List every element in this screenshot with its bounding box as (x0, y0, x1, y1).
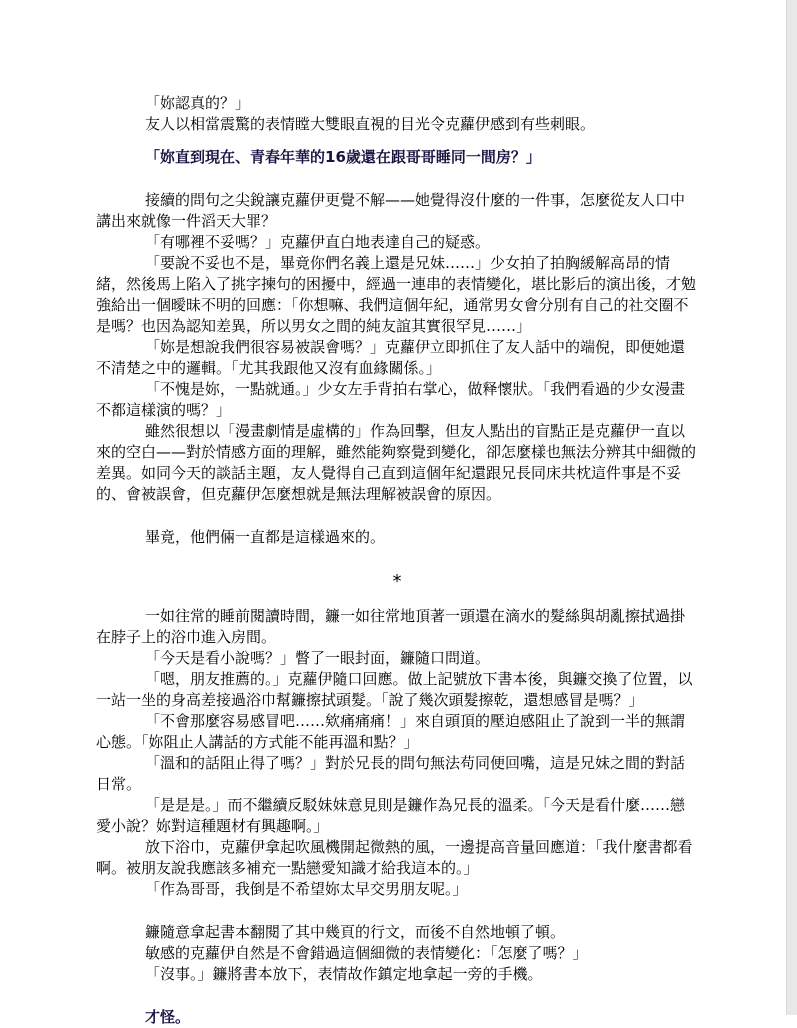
spacer (96, 594, 696, 606)
spacer (96, 505, 696, 527)
paragraph: 「不愧是妳，一點就通。」少女左手背拍右掌心，做释懷狀。「我們看過的少女漫畫不都這樣演的嗎？」 (96, 380, 686, 419)
paragraph: 「作為哥哥，我倒是不希望妳太早交男朋友呢。」 (145, 880, 468, 898)
document-body (96, 93, 696, 1028)
paragraph: 「溫和的話阻止得了嗎？」對於兄長的問句無法苟同便回嘴，這是兄妹之間的對話日常。 (96, 754, 686, 793)
paragraph: 「要說不妥也不是，畢竟你們名義上還是兄妹……」少女拍了拍胸緩解高昂的情緒，然後馬上陷入了挑字揀句的困擾中，經過一連串的表情變化，堪比影后的演出後，才勉強給出一個曖昧不明的回應：「你想嘛、我們這個年紀，通常男女會分別有自己的社交圈不是嗎？也因為認知差異，所以男女之間的純友誼其實很罕見……」 (96, 254, 697, 335)
spacer (96, 900, 696, 922)
section-break: * (392, 571, 402, 592)
paragraph: 「妳認真的？」 (145, 94, 251, 112)
paragraph: 敏感的克蘿伊自然是不會錯過這個細微的表情變化：「怎麼了嗎？」 (145, 944, 588, 962)
spacer (96, 135, 696, 147)
paragraph: 「是是是。」而不繼續反駁妹妹意見則是鐮作為兄長的溫柔。「今天是看什麼……戀愛小說？妳對這種題材有興趣啊。」 (96, 796, 686, 835)
paragraph: 「嗯，朋友推薦的。」克蘿伊隨口回應。做上記號放下書本後，與鐮交換了位置，以一站一坐的身高差接過浴巾幫鐮擦拭頭髮。「說了幾次頭髮擦乾，還想感冒是嗎？」 (96, 670, 693, 709)
paragraph: 「妳是想說我們很容易被誤會嗎？」克蘿伊立即抓住了友人話中的端倪，即便她還不清楚之中的邏輯。「尤其我跟他又沒有血緣關係。」 (96, 338, 686, 377)
paragraph: 友人以相當震驚的表情瞠大雙眼直視的目光令克蘿伊感到有些刺眼。 (145, 115, 596, 133)
spacer (96, 548, 696, 570)
emphasized-paragraph: 才怪。 (145, 1008, 191, 1026)
paragraph: 接續的問句之尖銳讓克蘿伊更覺不解——她覺得沒什麼的一件事，怎麼從友人口中講出來就像一件滔天大罪？ (96, 191, 686, 230)
paragraph: 一如往常的睡前閱讀時間，鐮一如往常地頂著一頭還在滴水的髮絲與胡亂擦拭過掛在脖子上的浴巾進入房間。 (96, 607, 686, 646)
paragraph: 畢竟，他們倆一直都是這樣過來的。 (145, 528, 386, 546)
paragraph: 「今天是看小說嗎？」瞥了一眼封面，鐮隨口問道。 (145, 649, 491, 667)
emphasized-paragraph: 「妳直到現在、青春年華的16歲還在跟哥哥睡同一間房？」 (145, 148, 541, 166)
spacer (96, 985, 696, 1007)
paragraph: 「沒事。」鐮將書本放下，表情故作鎮定地拿起一旁的手機。 (145, 965, 543, 983)
paragraph: 「有哪裡不妥嗎？」克蘿伊直白地表達自己的疑惑。 (145, 233, 491, 251)
window-edge (786, 0, 797, 1015)
paragraph: 雖然很想以「漫畫劇情是虛構的」作為回擊，但友人點出的盲點正是克蘿伊一直以來的空白——對於情感方面的理解，雖然能夠察覺到變化，卻怎麼樣也無法分辨其中細微的差異。如同今天的談話主題，友人覺得自己直到這個年紀還跟兄長同床共枕這件事是不妥的、會被誤會，但克蘿伊怎麼想就是無法理解被誤會的原因。 (96, 422, 697, 503)
paragraph: 放下浴巾，克蘿伊拿起吹風機開起微熱的風，一邊提高音量回應道：「我什麼書都看啊。被朋友說我應該多補充一點戀愛知識才給我這本的。」 (96, 838, 693, 877)
spacer (96, 168, 696, 190)
paragraph: 「不會那麼容易感冒吧……欸痛痛痛！」來自頭頂的壓迫感阻止了說到一半的無謂心態。「妳阻止人講話的方式能不能再溫和點？」 (96, 712, 686, 751)
paragraph: 鐮隨意拿起書本翻閱了其中幾頁的行文，而後不自然地頓了頓。 (145, 923, 566, 941)
